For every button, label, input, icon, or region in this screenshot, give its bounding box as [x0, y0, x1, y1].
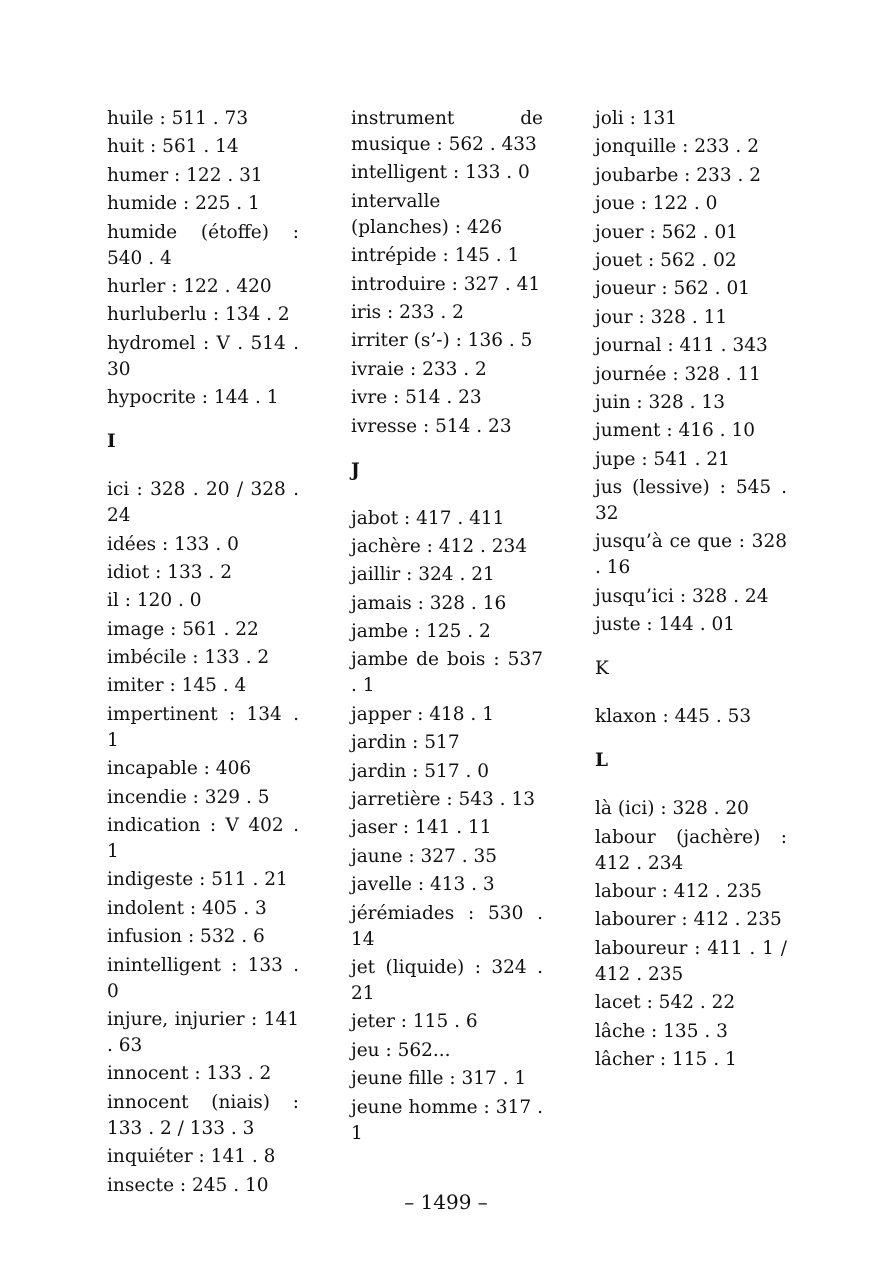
- index-entry: labour (jachère) : 412 . 234: [595, 826, 787, 874]
- index-entry: joubarbe : 233 . 2: [595, 164, 762, 186]
- index-entry: irriter (s’-) : 136 . 5: [351, 330, 533, 352]
- index-entry: jusqu’ici : 328 . 24: [595, 585, 769, 607]
- index-entry: lâcher : 115 . 1: [595, 1048, 737, 1070]
- index-entry: intelligent : 133 . 0: [351, 162, 530, 184]
- index-entry: lâche : 135 . 3: [595, 1020, 728, 1042]
- index-entry: hydromel : V . 514 . 30: [107, 332, 299, 380]
- index-entry: humide (étoffe) : 540 . 4: [107, 221, 299, 269]
- index-entry: intrépide : 145 . 1: [351, 245, 520, 267]
- index-entry: labour : 412 . 235: [595, 881, 762, 903]
- index-entry: humer : 122 . 31: [107, 164, 263, 186]
- page-number: – 1499 –: [404, 1190, 488, 1214]
- index-entry: ivre : 514 . 23: [351, 387, 482, 409]
- index-column-2: [351, 106, 543, 1149]
- index-entry: klaxon : 445 . 53: [595, 706, 752, 728]
- index-entry: huile : 511 . 73: [107, 108, 249, 129]
- index-entry: jamais : 328 . 16: [351, 592, 507, 614]
- index-entry: jaser : 141 . 11: [351, 817, 492, 839]
- index-entry: journal : 411 . 343: [595, 335, 768, 357]
- index-column-3: [595, 106, 787, 1075]
- index-entry: jabot : 417 . 411: [351, 507, 505, 529]
- index-entry: jusqu’à ce que : 328 . 16: [595, 531, 787, 579]
- index-entry: innocent : 133 . 2: [107, 1063, 272, 1085]
- index-entry: incendie : 329 . 5: [107, 786, 270, 808]
- section-letter-heading: L: [595, 750, 609, 772]
- index-entry: ici : 328 . 20 / 328 . 24: [107, 479, 299, 527]
- index-entry: jouet : 562 . 02: [595, 249, 737, 271]
- index-entry: laboureur : 411 . 1 / 412 . 235: [595, 937, 787, 985]
- index-entry: imiter : 145 . 4: [107, 675, 247, 697]
- index-column-1: [107, 106, 299, 1201]
- section-letter-heading: J: [351, 459, 360, 481]
- section-letter-heading: I: [107, 431, 116, 453]
- index-entry: jaune : 327 . 35: [351, 845, 498, 867]
- index-entry: jardin : 517: [351, 732, 460, 754]
- index-entry: iris : 233 . 2: [351, 301, 464, 323]
- index-entry: labourer : 412 . 235: [595, 909, 782, 931]
- index-entry: jambe : 125 . 2: [351, 621, 491, 643]
- index-entry: indolent : 405 . 3: [107, 897, 267, 919]
- index-entry: injure, injurier : 141 . 63: [107, 1008, 299, 1056]
- index-entry: jardin : 517 . 0: [351, 760, 490, 782]
- index-entry: hypocrite : 144 . 1: [107, 387, 279, 409]
- index-entry: joli : 131: [595, 108, 678, 129]
- index-entry: ivraie : 233 . 2: [351, 358, 487, 380]
- index-entry: juste : 144 . 01: [595, 614, 736, 636]
- index-entry: inintelligent : 133 . 0: [107, 954, 299, 1002]
- index-entry: insecte : 245 . 10: [107, 1174, 269, 1196]
- index-entry: innocent (niais) : 133 . 2 / 133 . 3: [107, 1091, 299, 1139]
- index-entry: jouer : 562 . 01: [595, 221, 739, 243]
- index-entry: jaillir : 324 . 21: [351, 564, 495, 586]
- index-entry: introduire : 327 . 41: [351, 273, 541, 295]
- index-entry: jument : 416 . 10: [595, 420, 755, 442]
- index-entry: hurluberlu : 134 . 2: [107, 304, 290, 326]
- index-entry: hurler : 122 . 420: [107, 275, 272, 297]
- index-entry: jeu : 562...: [351, 1039, 451, 1061]
- index-entry: humide : 225 . 1: [107, 193, 260, 215]
- index-entry: joueur : 562 . 01: [595, 278, 750, 300]
- index-entry: indigeste : 511 . 21: [107, 869, 288, 891]
- index-entry: ivresse : 514 . 23: [351, 415, 512, 437]
- index-entry: là (ici) : 328 . 20: [595, 798, 749, 820]
- index-entry: jeune homme : 317 . 1: [351, 1096, 543, 1144]
- index-entry: jachère : 412 . 234: [351, 535, 528, 557]
- index-entry: idées : 133 . 0: [107, 533, 239, 555]
- index-entry: jour : 328 . 11: [595, 306, 728, 328]
- index-entry: journée : 328 . 11: [595, 363, 761, 385]
- section-letter-heading: K: [595, 658, 609, 680]
- index-entry: infusion : 532 . 6: [107, 926, 265, 948]
- index-entry: incapable : 406: [107, 758, 252, 780]
- index-entry: jambe de bois : 537 . 1: [351, 649, 543, 697]
- index-entry: indication : V 402 . 1: [107, 815, 299, 863]
- index-entry: jeune fille : 317 . 1: [351, 1068, 527, 1090]
- index-entry: inquiéter : 141 . 8: [107, 1146, 276, 1168]
- index-entry: jus (lessive) : 545 . 32: [595, 477, 787, 525]
- index-entry: instrument de musique : 562 . 433: [351, 108, 543, 155]
- index-entry: imbécile : 133 . 2: [107, 647, 270, 669]
- index-entry: jérémiades : 530 . 14: [351, 902, 543, 950]
- index-entry: japper : 418 . 1: [351, 703, 494, 725]
- index-entry: jeter : 115 . 6: [351, 1011, 478, 1033]
- index-entry: idiot : 133 . 2: [107, 561, 232, 583]
- index-entry: joue : 122 . 0: [595, 193, 718, 215]
- index-entry: image : 561 . 22: [107, 618, 259, 640]
- index-entry: intervalle (planches) : 426: [351, 190, 503, 238]
- index-entry: jupe : 541 . 21: [595, 448, 730, 470]
- index-entry: juin : 328 . 13: [595, 391, 725, 413]
- index-entry: il : 120 . 0: [107, 590, 202, 612]
- index-entry: lacet : 542 . 22: [595, 992, 736, 1014]
- index-entry: jet (liquide) : 324 . 21: [351, 956, 543, 1004]
- index-entry: jonquille : 233 . 2: [595, 136, 759, 158]
- index-entry: impertinent : 134 . 1: [107, 703, 299, 751]
- index-entry: jarretière : 543 . 13: [351, 789, 535, 811]
- index-entry: javelle : 413 . 3: [351, 874, 495, 896]
- index-entry: huit : 561 . 14: [107, 136, 239, 158]
